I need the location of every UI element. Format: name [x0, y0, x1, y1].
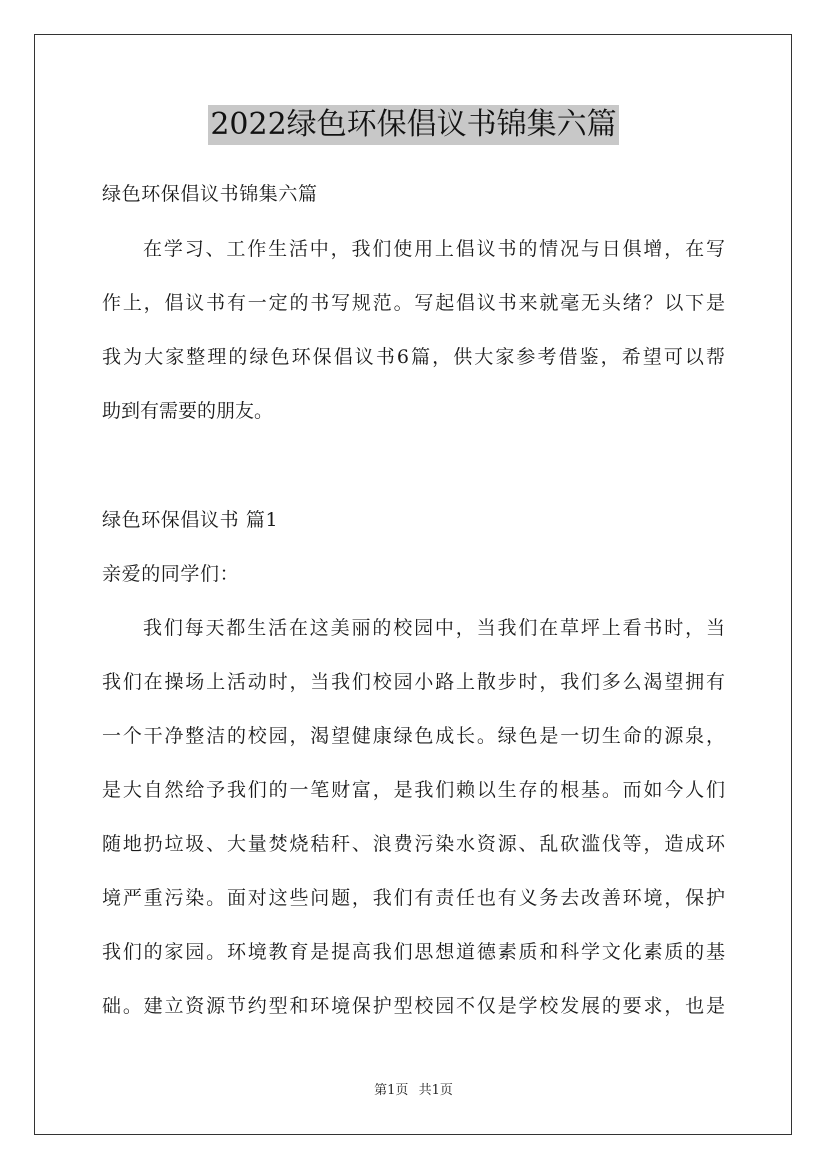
body-line: 我们在操场上活动时，当我们校园小路上散步时，我们多么渴望拥有 [102, 671, 725, 693]
body-line: 一个干净整洁的校园，渴望健康绿色成长。绿色是一切生命的源泉， [102, 725, 725, 747]
document-subtitle: 绿色环保倡议书锦集六篇 [102, 183, 318, 205]
body-line: 随地扔垃圾、大量焚烧秸秆、浪费污染水资源、乱砍滥伐等，造成环 [102, 833, 725, 855]
intro-line: 我为大家整理的绿色环保倡议书6篇，供大家参考借鉴，希望可以帮 [102, 346, 725, 368]
document-title-text: 2022绿色环保倡议书锦集六篇 [208, 105, 618, 145]
intro-line: 助到有需要的朋友。 [102, 400, 274, 422]
body-line: 我们每天都生活在这美丽的校园中，当我们在草坪上看书时，当 [143, 617, 725, 639]
document-title [0, 104, 827, 145]
body-line: 境严重污染。面对这些问题，我们有责任也有义务去改善环境，保护 [102, 887, 725, 909]
salutation: 亲爱的同学们： [102, 563, 240, 585]
body-line: 础。建立资源节约型和环境保护型校园不仅是学校发展的要求，也是 [102, 995, 725, 1017]
intro-line: 作上，倡议书有一定的书写规范。写起倡议书来就毫无头绪？以下是 [102, 292, 725, 314]
body-line: 我们的家园。环境教育是提高我们思想道德素质和科学文化素质的基 [102, 941, 725, 963]
page-total: 共1页 [418, 1083, 453, 1098]
section-heading: 绿色环保倡议书 篇1 [102, 509, 279, 531]
intro-line: 在学习、工作生活中，我们使用上倡议书的情况与日俱增，在写 [143, 238, 725, 260]
page-footer [0, 1082, 827, 1100]
body-line: 是大自然给予我们的一笔财富，是我们赖以生存的根基。而如今人们 [102, 779, 725, 801]
page-number: 第1页 [374, 1083, 409, 1098]
